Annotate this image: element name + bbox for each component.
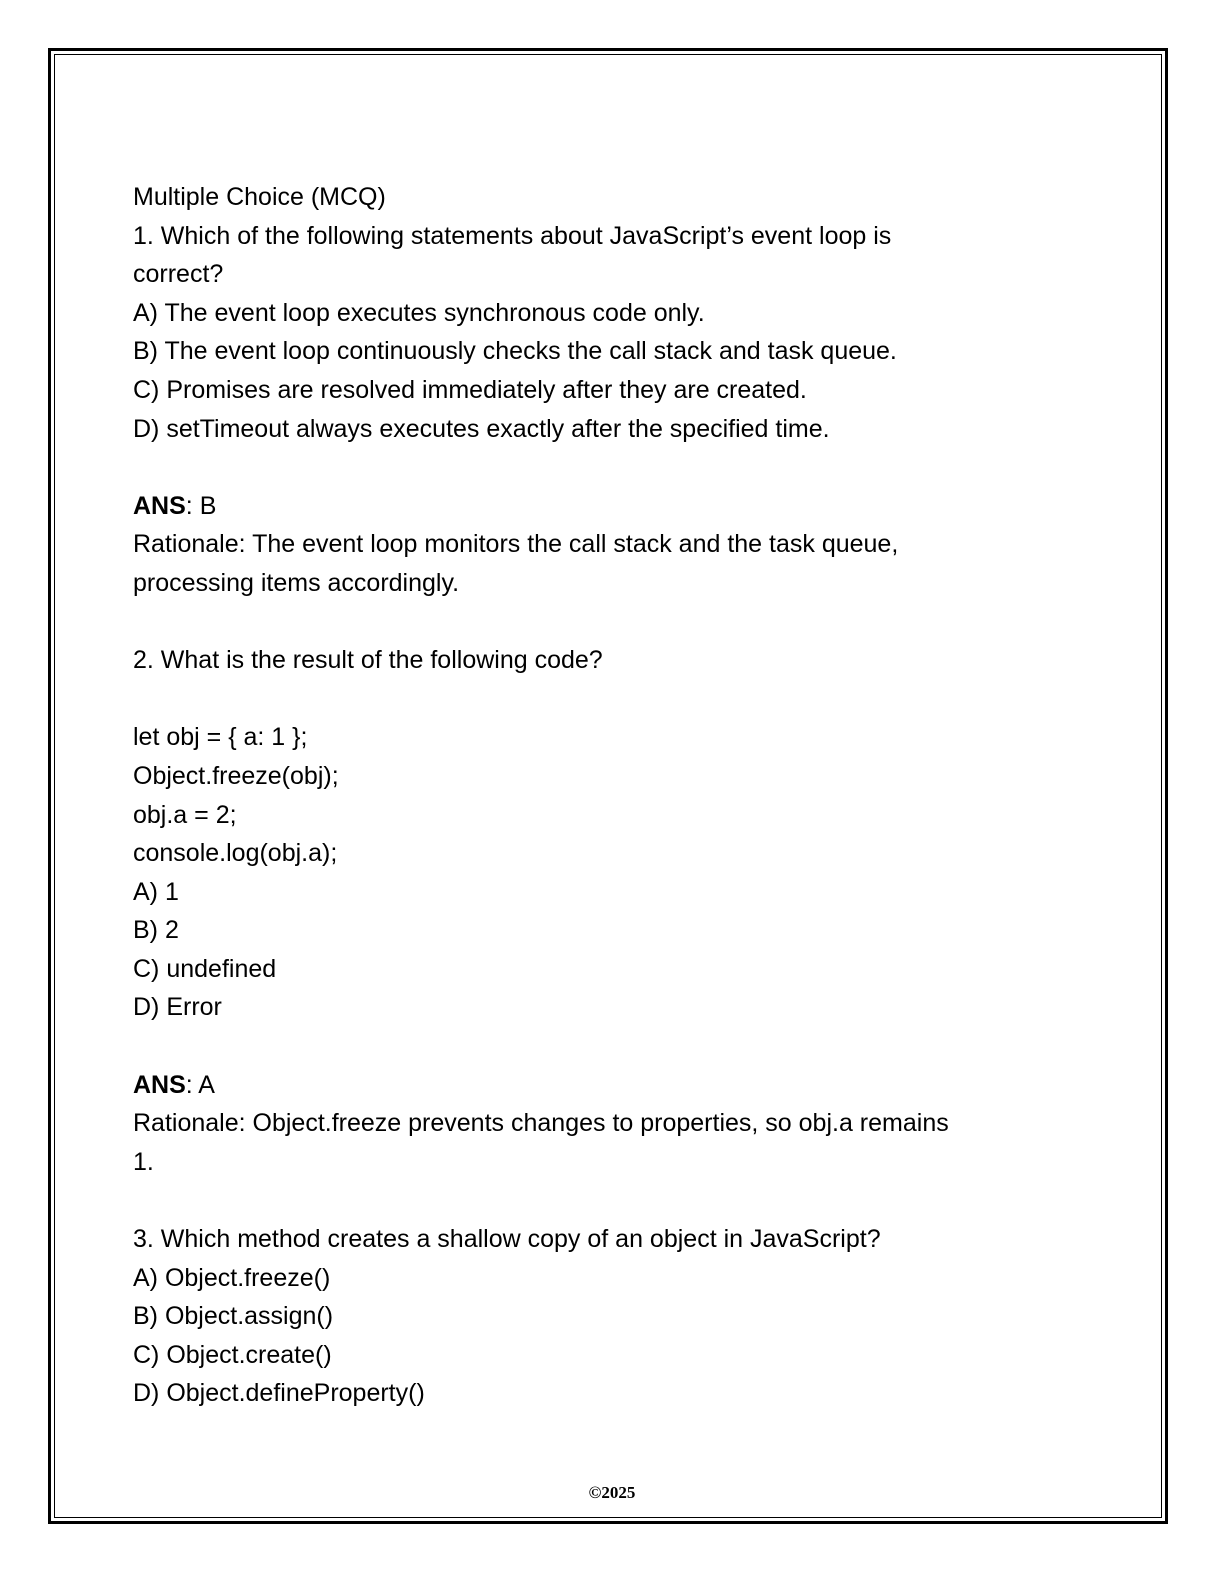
question-2-option-b: B) 2 [133,916,179,945]
question-2-rationale: Rationale: Object.freeze prevents changes to properties, so obj.a remains [133,1109,949,1138]
question-1-rationale-cont: processing items accordingly. [133,568,460,597]
document-body [133,178,949,1413]
question-1-option-b: B) The event loop continuously checks the call stack and task queue. [133,337,897,366]
question-1-rationale: Rationale: The event loop monitors the call stack and the task queue, [133,530,899,559]
question-1-option-d: D) setTimeout always executes exactly after the specified time. [133,414,830,443]
section-heading: Multiple Choice (MCQ) [133,183,386,211]
question-3-option-b: B) Object.assign() [133,1302,334,1331]
question-3-option-c: C) Object.create() [133,1340,332,1369]
question-3-text: 3. Which method creates a shallow copy of an object in JavaScript? [133,1225,881,1254]
question-2-rationale-cont: 1. [133,1147,154,1176]
answer-label: ANS [133,1070,186,1099]
question-2-text: 2. What is the result of the following code? [133,646,603,675]
question-3-option-a: A) Object.freeze() [133,1263,331,1292]
question-2-option-a: A) 1 [133,877,179,906]
question-2-option-c: C) undefined [133,954,277,983]
code-line: console.log(obj.a); [133,839,338,868]
code-line: Object.freeze(obj); [133,761,339,790]
question-1-text-cont: correct? [133,260,224,289]
answer-value: : A [185,1070,215,1099]
code-line: let obj = { a: 1 }; [133,723,308,752]
question-1-option-a: A) The event loop executes synchronous code only. [133,298,705,327]
copyright-footer: ©2025 [588,1483,636,1502]
question-3-option-d: D) Object.defineProperty() [133,1379,425,1408]
question-2-option-d: D) Error [133,993,222,1022]
code-line: obj.a = 2; [133,800,237,829]
question-1-option-c: C) Promises are resolved immediately after they are created. [133,375,807,404]
answer-label: ANS [133,491,186,520]
question-2-answer [133,1066,949,1105]
question-1-text: 1. Which of the following statements about JavaScript’s event loop is [133,221,892,250]
answer-value: : B [185,491,217,520]
question-1-answer [133,487,949,526]
